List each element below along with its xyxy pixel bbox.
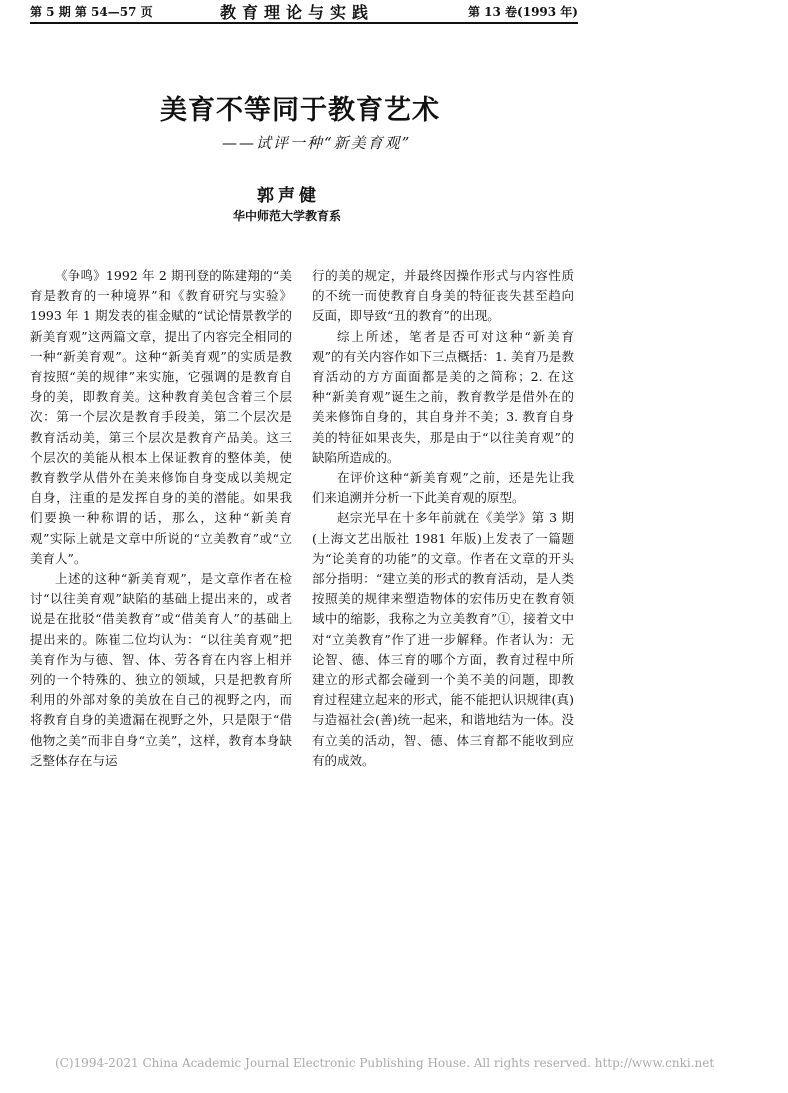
paragraph: 《争鸣》1992 年 2 期刊登的陈建翔的“美育是教育的一种境界”和《教育研究与实验》1993 年 1 期发表的崔金赋的“试论情景教学的新美育观”这两篇文章，提出了内容完全相同的一种“新美育观”。这种“新美育观”的实质是教育按照“美的规律”来实施，它强调的是教育自身的美，即教育美。这种教育美包含着三个层次：第一个层次是教育手段美，第二个层次是教育活动美，第三个层次是教育产品美。这三个层次的美能从根本上保证教育的整体美，使教育教学从借外在美来修饰自身变成以美规定自身，注重的是发挥自身的美的潜能。如果我们要换一种称谓的话，那么，这种“新美育观”实际上就是文章中所说的“立美教育”或“立美育人”。 bbox=[30, 268, 292, 566]
journal-name: 教育理论与实践 bbox=[220, 3, 375, 22]
issue-pages: 第 5 期 第 54—57 页 bbox=[30, 5, 153, 19]
paragraph: 行的美的规定，并最终因操作形式与内容性质的不统一而使教育自身美的特征丧失甚至趋向反面，即导致“丑的教育”的出现。 bbox=[312, 268, 574, 324]
paragraph: 在评价这种“新美育观”之前，还是先让我们来追溯并分析一下此美育观的原型。 bbox=[312, 470, 574, 506]
author-affiliation: 华中师范大学教育系 bbox=[233, 209, 342, 223]
author-name: 郭声健 bbox=[257, 186, 320, 206]
article-title: 美育不等同于教育艺术 bbox=[160, 95, 440, 126]
volume-year: 第 13 卷(1993 年) bbox=[468, 5, 578, 19]
paragraph: 上述的这种“新美育观”，是文章作者在检讨“以往美育观”缺陷的基础上提出来的，或者说是在批驳“借美教育”或“借美育人”的基础上提出来的。陈崔二位均认为：“以往美育观”把美育作为与德、智、体、劳各育在内容上相并列的一个特殊的、独立的领域，只是把教育所利用的外部对象的美放在自己的视野之内，而将教育自身的美遗漏在视野之外，只是限于“借他物之美”而非自身“立美”，这样，教育本身缺乏整体存在与运 bbox=[30, 571, 292, 768]
running-header bbox=[30, 0, 578, 24]
body-column-left bbox=[30, 266, 292, 771]
article-subtitle: ——试评一种“新美育观” bbox=[222, 134, 412, 152]
paragraph: 综上所述，笔者是否可对这种“新美育观”的有关内容作如下三点概括：1. 美育乃是教育活动的方方面面都是美的之简称；2. 在这种“新美育观”诞生之前，教育教学是借外在的美来修饰自身的，其自身并不美；3. 教育自身美的特征如果丧失，那是由于“以往美育观”的缺陷所造成的。 bbox=[312, 328, 574, 465]
paragraph: 赵宗光早在十多年前就在《美学》第 3 期(上海文艺出版社 1981 年版)上发表了一篇题为“论美育的功能”的文章。作者在文章的开头部分指明：“建立美的形式的教育活动，是人类按照美的规律来塑造物体的宏伟历史在教育领域中的缩影，我称之为立美教育”①，接着文中对“立美教育”作了进一步解释。作者认为：无论智、德、体三育的哪个方面，教育过程中所建立的形式都会碰到一个美不美的问题，即教育过程建立起来的形式，能不能把认识规律(真)与造福社会(善)统一起来，和谐地结为一体。没有立美的活动，智、德、体三育都不能收到应有的成效。 bbox=[312, 510, 574, 768]
body-column-right bbox=[312, 266, 574, 771]
copyright-footer: (C)1994-2021 China Academic Journal Electronic Publishing House. All rights reserved. http://www.cnki.net bbox=[55, 1056, 715, 1070]
